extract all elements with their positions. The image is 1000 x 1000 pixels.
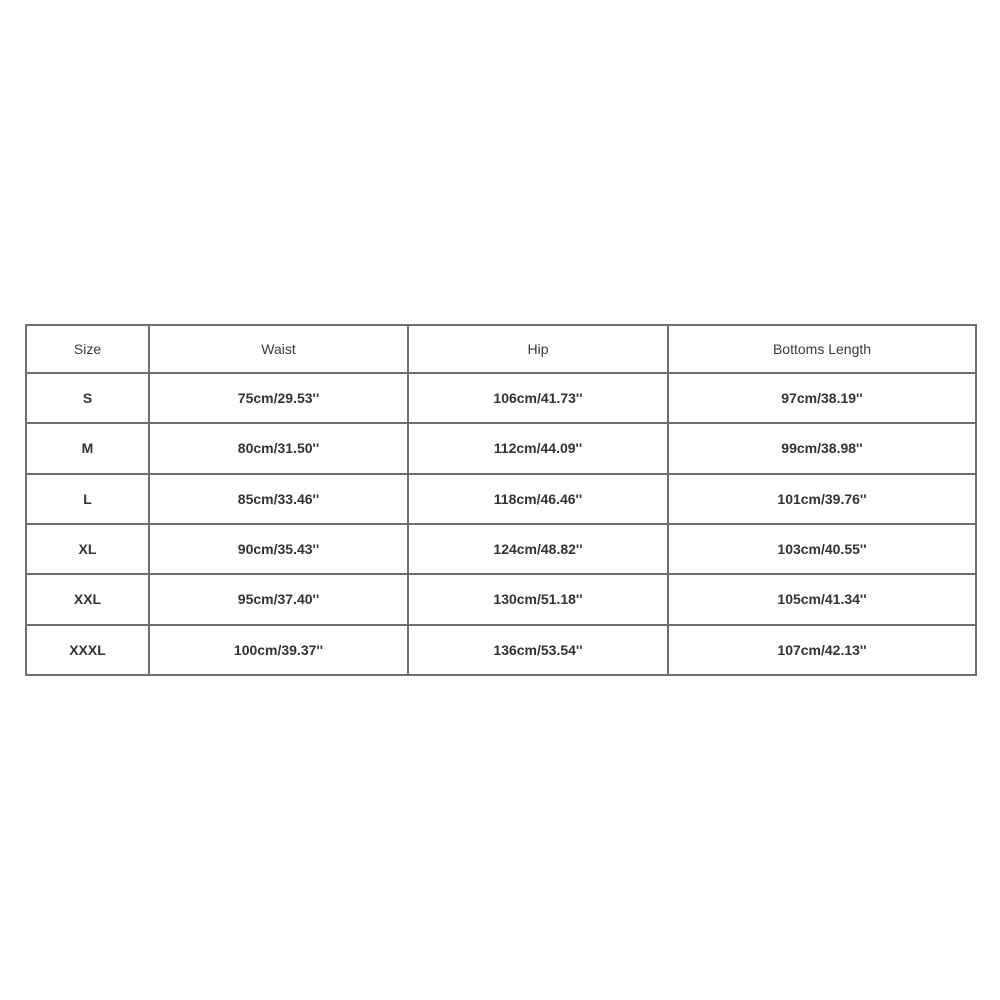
- cell-hip: 106cm/41.73'': [408, 373, 668, 423]
- table-row: [26, 625, 976, 675]
- header-row: [26, 325, 976, 373]
- table-row: [26, 574, 976, 624]
- cell-waist: 100cm/39.37'': [149, 625, 408, 675]
- table-row: [26, 524, 976, 574]
- cell-size: M: [26, 423, 149, 473]
- cell-waist: 95cm/37.40'': [149, 574, 408, 624]
- cell-bottoms-length: 107cm/42.13'': [668, 625, 976, 675]
- cell-bottoms-length: 97cm/38.19'': [668, 373, 976, 423]
- cell-bottoms-length: 105cm/41.34'': [668, 574, 976, 624]
- header-waist: Waist: [149, 325, 408, 373]
- table-row: [26, 373, 976, 423]
- cell-hip: 130cm/51.18'': [408, 574, 668, 624]
- cell-bottoms-length: 103cm/40.55'': [668, 524, 976, 574]
- header-hip: Hip: [408, 325, 668, 373]
- cell-waist: 85cm/33.46'': [149, 474, 408, 524]
- header-size: Size: [26, 325, 149, 373]
- cell-size: XXL: [26, 574, 149, 624]
- cell-hip: 118cm/46.46'': [408, 474, 668, 524]
- cell-hip: 112cm/44.09'': [408, 423, 668, 473]
- cell-size: L: [26, 474, 149, 524]
- table-row: [26, 474, 976, 524]
- cell-size: S: [26, 373, 149, 423]
- cell-size: XL: [26, 524, 149, 574]
- size-chart-table: [25, 324, 977, 676]
- cell-waist: 80cm/31.50'': [149, 423, 408, 473]
- cell-size: XXXL: [26, 625, 149, 675]
- header-bottoms-length: Bottoms Length: [668, 325, 976, 373]
- cell-waist: 75cm/29.53'': [149, 373, 408, 423]
- cell-bottoms-length: 99cm/38.98'': [668, 423, 976, 473]
- cell-hip: 136cm/53.54'': [408, 625, 668, 675]
- cell-hip: 124cm/48.82'': [408, 524, 668, 574]
- cell-waist: 90cm/35.43'': [149, 524, 408, 574]
- table-row: [26, 423, 976, 473]
- cell-bottoms-length: 101cm/39.76'': [668, 474, 976, 524]
